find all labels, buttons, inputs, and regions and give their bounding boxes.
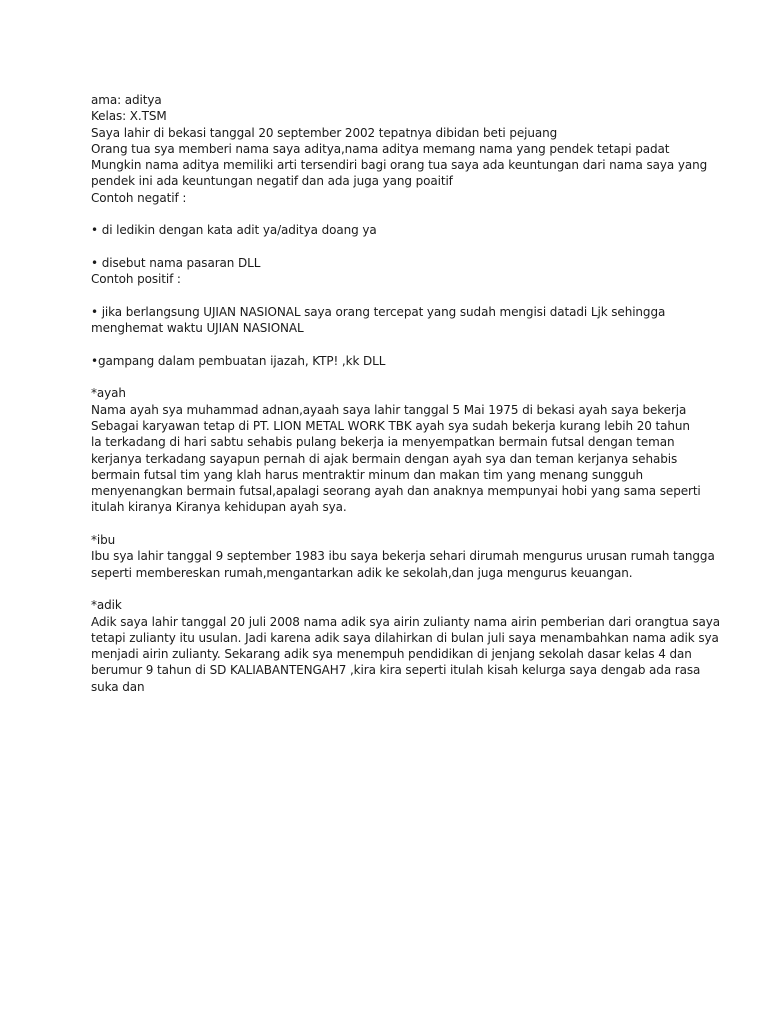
ayah-line: Nama ayah sya muhammad adnan,ayaah saya lahir tanggal 5 Mai 1975 di bekasi ayah saya bekerja <box>91 402 687 417</box>
adik-line: menjadi airin zulianty. Sekarang adik sya menempuh pendidikan di jenjang sekolah dasar kelas 4 dan <box>91 647 692 662</box>
spacer <box>91 581 731 597</box>
spacer <box>91 239 731 255</box>
positif-item-1-line-2: menghemat waktu UJIAN NASIONAL <box>91 321 304 336</box>
negatif-item-2: • disebut nama pasaran DLL <box>91 255 261 270</box>
ibu-line: seperti membereskan rumah,mengantarkan adik ke sekolah,dan juga mengurus keuangan. <box>91 565 633 580</box>
spacer <box>91 369 731 385</box>
ibu-heading: *ibu <box>91 533 116 548</box>
ibu-line: Ibu sya lahir tanggal 9 september 1983 ibu saya bekerja sehari dirumah mengurus urusan rumah tangga <box>91 549 715 564</box>
arti-line-2: pendek ini ada keuntungan negatif dan ada juga yang poaitif <box>91 174 453 189</box>
ayah-heading: *ayah <box>91 386 126 401</box>
spacer <box>91 206 731 222</box>
adik-line: tetapi zulianty itu usulan. Jadi karena adik saya dilahirkan di bulan juli saya menambahkan nama adik sya <box>91 630 719 645</box>
positif-item-2: •gampang dalam pembuatan ijazah, KTP! ,kk DLL <box>91 353 386 368</box>
ayah-line: kerjanya terkadang sayapun pernah di ajak bermain dengan ayah sya dan teman kerjanya sehabis <box>91 451 678 466</box>
spacer <box>91 336 731 352</box>
nama-line: ama: aditya <box>91 93 162 107</box>
negatif-item-1: • di ledikin dengan kata adit ya/aditya doang ya <box>91 223 377 238</box>
ayah-line: la terkadang di hari sabtu sehabis pulang bekerja ia menyempatkan bermain futsal dengan teman <box>91 435 675 450</box>
arti-line-1: Mungkin nama aditya memiliki arti tersendiri bagi orang tua saya ada keuntungan dari nama saya yang <box>91 158 708 173</box>
lahir-line: Saya lahir di bekasi tanggal 20 september 2002 tepatnya dibidan beti pejuang <box>91 125 558 140</box>
document-body <box>91 92 731 695</box>
adik-heading: *adik <box>91 598 122 613</box>
positif-item-1-line-1: • jika berlangsung UJIAN NASIONAL saya orang tercepat yang sudah mengisi datadi Ljk sehingga <box>91 304 666 319</box>
ayah-line: menyenangkan bermain futsal,apalagi seorang ayah dan anaknya mempunyai hobi yang sama seperti <box>91 484 701 499</box>
kelas-line: Kelas: X.TSM <box>91 109 167 124</box>
adik-line: Adik saya lahir tanggal 20 juli 2008 nama adik sya airin zulianty nama airin pemberian dari orangtua saya <box>91 614 721 629</box>
ayah-line: itulah kiranya Kiranya kehidupan ayah sya. <box>91 500 347 515</box>
spacer <box>91 516 731 532</box>
positif-heading: Contoh positif : <box>91 272 181 287</box>
ayah-line: Sebagai karyawan tetap di PT. LION METAL WORK TBK ayah sya sudah bekerja kurang lebih 20 tahun <box>91 418 690 433</box>
spacer <box>91 288 731 304</box>
adik-line: suka dan <box>91 679 145 694</box>
ayah-line: bermain futsal tim yang klah harus mentraktir minum dan makan tim yang menang sungguh <box>91 467 644 482</box>
diberi-nama-line: Orang tua sya memberi nama saya aditya,nama aditya memang nama yang pendek tetapi padat <box>91 141 670 156</box>
negatif-heading: Contoh negatif : <box>91 190 187 205</box>
adik-line: berumur 9 tahun di SD KALIABANTENGAH7 ,kira kira seperti itulah kisah kelurga saya dengab ada rasa <box>91 663 701 678</box>
